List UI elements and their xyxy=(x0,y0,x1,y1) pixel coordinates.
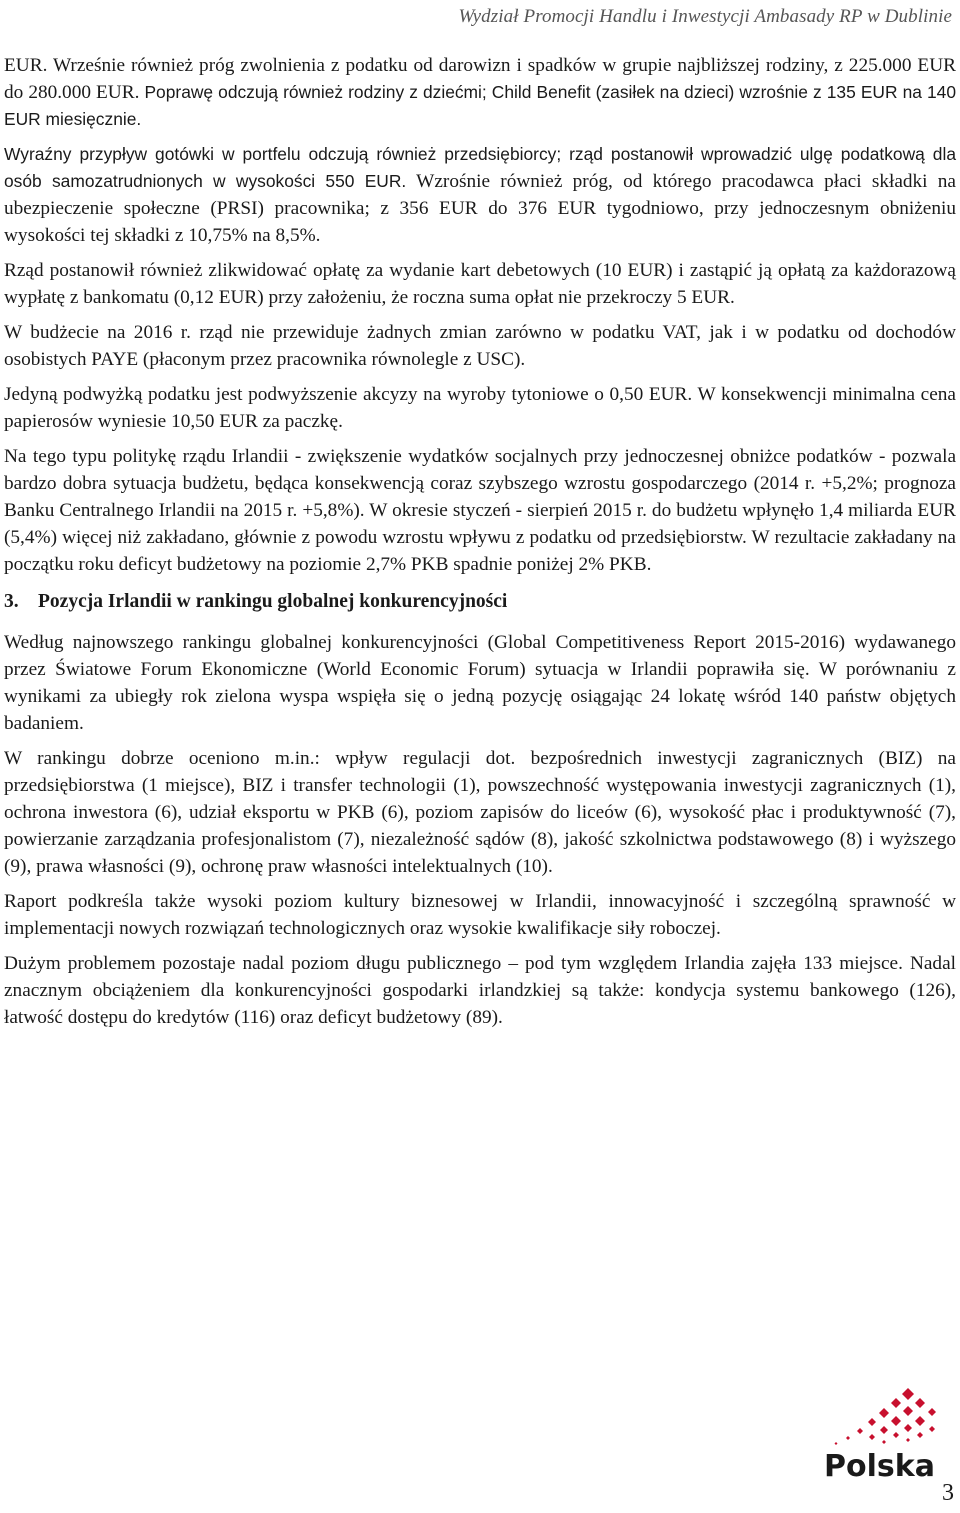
paragraph-tobacco-excise: Jedyną podwyżką podatku jest podwyższenie akcyzy na wyroby tytoniowe o 0,50 EUR. W konsekwencji minimalna cena papierosów wyniesie 10,50 EUR za paczkę. xyxy=(4,384,956,432)
paragraph-run-serif: EUR. Wrześnie również próg zwolnienia z podatku od darowizn i spadków w grupie najbliższej rodziny, z 225.000 EUR do 280.000 EUR. xyxy=(4,55,956,103)
paragraph-run-sans: Wyraźny przypływ gotówki w portfelu odczują również przedsiębiorcy; rząd postanowił wprowadzić ulgę podatkową dla osób samozatrudnionych w wysokości 550 EUR. xyxy=(4,144,956,191)
paragraph-run-serif: Wzrośnie również próg, od którego pracodawca płaci składki na ubezpieczenie społeczne (PRSI) pracownika; z 356 EUR do 376 EUR tygodniowo, przy jednoczesnym obniżeniu wysokości tej składki z 10,75% na 8,5%. xyxy=(4,171,956,246)
paragraph-public-debt: Dużym problemem pozostaje nadal poziom długu publicznego – pod tym względem Irlandia zajęła 133 miejsce. Nadal znacznym obciążeniem dla konkurencyjności gospodarki irlandzkiej są także: kondycja systemu bankowego (126), łatwość dostępu do kredytów (116) oraz deficyt budżetowy (89). xyxy=(4,953,956,1028)
running-header: Wydział Promocji Handlu i Inwestycji Ambasady RP w Dublinie xyxy=(458,6,952,27)
polska-logo-graphic xyxy=(822,1384,942,1484)
paragraph-entrepreneurs xyxy=(4,141,956,249)
section-title: Pozycja Irlandii w rankingu globalnej konkurencyjności xyxy=(38,591,508,612)
polska-logo-wordmark: Polska xyxy=(824,1449,935,1484)
page-number: 3 xyxy=(942,1480,954,1506)
document-content xyxy=(4,52,956,1031)
paragraph-debit-cards: Rząd postanowił również zlikwidować opłatę za wydanie kart debetowych (10 EUR) i zastąpić ją opłatą za każdorazową wypłatę z bankomatu (0,12 EUR) przy założeniu, że roczna suma opłat nie przekroczy 5 EUR. xyxy=(4,260,956,308)
polska-logo-emblem xyxy=(835,1388,937,1445)
polska-logo xyxy=(822,1384,942,1484)
paragraph-ranking-overview: Według najnowszego rankingu globalnej konkurencyjności (Global Competitiveness Report 2015-2016) wydawanego przez Światowe Forum Ekonomiczne (World Economic Forum) sytuacja w Irlandii poprawiła się. W porównaniu z wynikami za ubiegły rok zielona wyspa wspięła się o jedną pozycję osiągając 24 lokatę wśród 140 państw objętych badaniem. xyxy=(4,632,956,734)
paragraph-vat-paye: W budżecie na 2016 r. rząd nie przewiduje żadnych zmian zarówno w podatku VAT, jak i w podatku od dochodów osobistych PAYE (płaconym przez pracownika równolegle z USC). xyxy=(4,322,956,370)
section-number: 3. xyxy=(4,591,19,612)
paragraph-ranking-strengths: W rankingu dobrze oceniono m.in.: wpływ regulacji dot. bezpośrednich inwestycji zagranicznych (BIZ) na przedsiębiorstwa (1 miejsce), BIZ i transfer technologii (1), powszechność występowania inwestycji zagranicznych (1), ochrona inwestora (6), udział eksportu w PKB (6), poziom zapisów do liceów (6), wysokość płac i produktywność (7), powierzanie zarządzania profesjonalistom (7), niezależność sądów (8), jakość szkolnictwa podstawowego (8) i wyższego (9), prawa własności (9), ochronę praw własności intelektualnych (10). xyxy=(4,748,956,877)
paragraph-tax-exemptions xyxy=(4,52,956,133)
section-heading xyxy=(4,588,956,615)
paragraph-budget-situation: Na tego typu politykę rządu Irlandii - zwiększenie wydatków socjalnych przy jednoczesnej obniżce podatków - pozwala bardzo dobra sytuacja budżetu, będąca konsekwencją coraz szybszego wzrostu gospodarczego (2014 r. +5,2%; prognoza Banku Centralnego Irlandii na 2015 r. +5,8%). W okresie styczeń - sierpień 2015 r. do budżetu wpłynęło 1,4 miliarda EUR (5,4%) więcej niż zakładano, głównie z powodu wzrostu wpływu z podatku od przedsiębiorstw. W rezultacie zakładany na początku roku deficyt budżetowy na poziomie 2,7% PKB spadnie poniżej 2% PKB. xyxy=(4,446,956,575)
paragraph-business-culture: Raport podkreśla także wysoki poziom kultury biznesowej w Irlandii, innowacyjność i szczególną sprawność w implementacji nowych rozwiązań technologicznych oraz wysokie kwalifikacje siły roboczej. xyxy=(4,891,956,939)
paragraph-run-sans: Poprawę odczują również rodziny z dziećmi; Child Benefit (zasiłek na dzieci) wzrośnie z 135 EUR na 140 EUR miesięcznie. xyxy=(4,82,956,129)
